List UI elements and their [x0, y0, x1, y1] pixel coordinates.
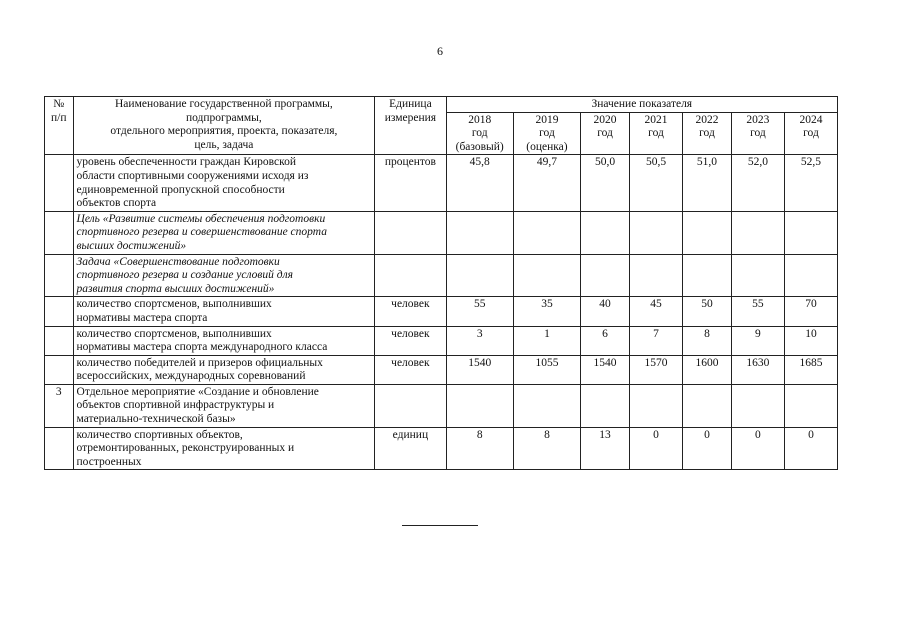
table-row: [45, 211, 838, 254]
row-name-cell: [73, 427, 375, 470]
row-value-cell: 1540: [581, 355, 630, 384]
row-value-cell: 55: [731, 297, 784, 326]
row-value-cell: 50: [683, 297, 732, 326]
row-value-cell: 1685: [784, 355, 837, 384]
row-value-cell: [731, 211, 784, 254]
row-number-cell: [45, 326, 74, 355]
row-value-cell: 49,7: [513, 155, 580, 211]
row-name-line: количество победителей и призеров официальных: [76, 356, 323, 369]
table-row: [45, 155, 838, 211]
row-number-cell: [45, 254, 74, 297]
row-value-cell: 1570: [630, 355, 683, 384]
header-unit-line: измерения: [384, 111, 437, 124]
row-number-cell: 3: [45, 384, 74, 427]
row-name-line: нормативы мастера спорта: [76, 311, 208, 324]
row-name-line: количество спортсменов, выполнивших: [76, 298, 272, 311]
table-row: [45, 384, 838, 427]
row-value-cell: [784, 384, 837, 427]
row-value-cell: 9: [731, 326, 784, 355]
row-number-cell: [45, 155, 74, 211]
row-value-cell: [784, 211, 837, 254]
row-name-line: построенных: [76, 455, 142, 468]
indicators-table: [44, 96, 838, 470]
row-unit-cell: [375, 384, 446, 427]
table-row: [45, 254, 838, 297]
row-value-cell: [446, 384, 513, 427]
header-name-line: отдельного мероприятия, проекта, показателя,: [110, 125, 338, 138]
row-value-cell: 45: [630, 297, 683, 326]
row-name-line: нормативы мастера спорта международного класса: [76, 341, 328, 354]
table-row: [45, 326, 838, 355]
row-name-line: количество спортивных объектов,: [76, 428, 243, 441]
table-row: [45, 297, 838, 326]
header-no-line: №: [53, 98, 65, 110]
row-value-cell: 8: [446, 427, 513, 470]
header-no-line: п/п: [51, 111, 67, 124]
header-year-cell: [683, 112, 732, 155]
row-value-cell: [581, 211, 630, 254]
row-name-cell: [73, 355, 375, 384]
row-value-cell: 1540: [446, 355, 513, 384]
row-value-cell: 52,5: [784, 155, 837, 211]
header-year-word: год: [597, 127, 613, 140]
header-name-line: Наименование государственной программы,: [115, 98, 333, 110]
row-value-cell: 0: [784, 427, 837, 470]
header-year-word: год: [471, 127, 488, 140]
header-year-year: 2023: [746, 113, 770, 126]
row-value-cell: 0: [683, 427, 732, 470]
row-name-line: спортивного резерва и создание условий для: [76, 269, 293, 282]
row-value-cell: 7: [630, 326, 683, 355]
row-name-line: Отдельное мероприятие «Создание и обновление: [76, 385, 319, 398]
row-name-line: отремонтированных, реконструированных и: [76, 442, 295, 455]
row-unit-cell: человек: [375, 297, 446, 326]
row-value-cell: 35: [513, 297, 580, 326]
row-name-line: объектов спортивной инфраструктуры и: [76, 399, 275, 412]
row-name-cell: [73, 254, 375, 297]
table-row: [45, 427, 838, 470]
header-year-cell: [581, 112, 630, 155]
row-value-cell: 3: [446, 326, 513, 355]
header-unit-cell: [375, 97, 446, 155]
row-value-cell: [630, 384, 683, 427]
row-value-cell: 1600: [683, 355, 732, 384]
header-year-year: 2022: [695, 113, 719, 126]
row-name-cell: [73, 384, 375, 427]
row-name-line: всероссийских, международных соревнований: [76, 370, 306, 383]
row-name-line: объектов спорта: [76, 197, 157, 210]
row-value-cell: [784, 254, 837, 297]
row-value-cell: [513, 211, 580, 254]
row-value-cell: [581, 254, 630, 297]
row-value-cell: [446, 254, 513, 297]
row-name-cell: [73, 155, 375, 211]
row-name-line: уровень обеспеченности граждан Кировской: [76, 156, 297, 169]
header-year-year: 2024: [799, 113, 823, 126]
header-name-cell: [73, 97, 375, 155]
row-value-cell: 52,0: [731, 155, 784, 211]
row-unit-cell: процентов: [375, 155, 446, 211]
row-value-cell: 0: [630, 427, 683, 470]
row-number-cell: [45, 211, 74, 254]
header-year-cell: [446, 112, 513, 155]
header-year-cell: [784, 112, 837, 155]
row-unit-cell: [375, 211, 446, 254]
header-year-cell: [630, 112, 683, 155]
header-year-year: 2020: [593, 113, 617, 126]
row-unit-cell: человек: [375, 326, 446, 355]
row-value-cell: 40: [581, 297, 630, 326]
row-value-cell: 51,0: [683, 155, 732, 211]
row-name-line: материально-технической базы»: [76, 413, 236, 426]
row-value-cell: 1630: [731, 355, 784, 384]
row-unit-cell: человек: [375, 355, 446, 384]
row-value-cell: 8: [683, 326, 732, 355]
row-value-cell: 50,5: [630, 155, 683, 211]
row-unit-cell: [375, 254, 446, 297]
header-year-word: год: [648, 127, 664, 140]
row-name-cell: [73, 326, 375, 355]
row-number-cell: [45, 427, 74, 470]
row-name-line: высших достижений»: [76, 239, 187, 252]
row-value-cell: 0: [731, 427, 784, 470]
header-year-word: год: [699, 127, 715, 140]
row-value-cell: [683, 384, 732, 427]
row-value-cell: [683, 211, 732, 254]
header-name-line: подпрограммы,: [185, 111, 262, 124]
row-unit-cell: единиц: [375, 427, 446, 470]
row-value-cell: 6: [581, 326, 630, 355]
row-value-cell: 1055: [513, 355, 580, 384]
header-name-line: цель, задача: [194, 138, 254, 151]
row-value-cell: 8: [513, 427, 580, 470]
header-year-word: год: [750, 127, 766, 140]
row-value-cell: [630, 254, 683, 297]
row-name-line: единовременной пропускной способности: [76, 183, 285, 196]
row-name-cell: [73, 297, 375, 326]
row-value-cell: 10: [784, 326, 837, 355]
page-number: 6: [437, 44, 443, 58]
row-value-cell: [630, 211, 683, 254]
header-unit-line: Единица: [389, 98, 432, 110]
header-year-cell: [513, 112, 580, 155]
header-year-note: (базовый): [455, 140, 504, 153]
row-name-line: спортивного резерва и совершенствование спорта: [76, 226, 327, 239]
table-row: [45, 355, 838, 384]
row-value-cell: 1: [513, 326, 580, 355]
header-year-year: 2018: [468, 113, 492, 126]
header-row-1: [45, 97, 838, 113]
row-value-cell: [683, 254, 732, 297]
row-value-cell: [446, 211, 513, 254]
header-year-cell: [731, 112, 784, 155]
header-year-note: (оценка): [526, 140, 568, 153]
row-name-line: Цель «Развитие системы обеспечения подготовки: [76, 212, 326, 225]
row-value-cell: [581, 384, 630, 427]
row-value-cell: 45,8: [446, 155, 513, 211]
header-year-year: 2021: [644, 113, 668, 126]
row-name-line: количество спортсменов, выполнивших: [76, 327, 272, 340]
row-value-cell: [513, 384, 580, 427]
row-number-cell: [45, 355, 74, 384]
row-value-cell: 13: [581, 427, 630, 470]
row-name-cell: [73, 211, 375, 254]
header-values-group: Значение показателя: [446, 97, 837, 113]
row-name-line: Задача «Совершенствование подготовки: [76, 255, 280, 268]
row-value-cell: [513, 254, 580, 297]
row-value-cell: 55: [446, 297, 513, 326]
row-value-cell: [731, 254, 784, 297]
closing-separator-line: [402, 525, 478, 526]
row-value-cell: [731, 384, 784, 427]
header-year-word: год: [803, 127, 819, 140]
row-name-line: развития спорта высших достижений»: [76, 282, 275, 295]
row-name-line: области спортивными сооружениями исходя из: [76, 169, 309, 182]
row-value-cell: 70: [784, 297, 837, 326]
row-value-cell: 50,0: [581, 155, 630, 211]
header-year-year: 2019: [535, 113, 559, 126]
header-no-cell: [45, 97, 74, 155]
header-year-word: год: [539, 127, 555, 140]
row-number-cell: [45, 297, 74, 326]
